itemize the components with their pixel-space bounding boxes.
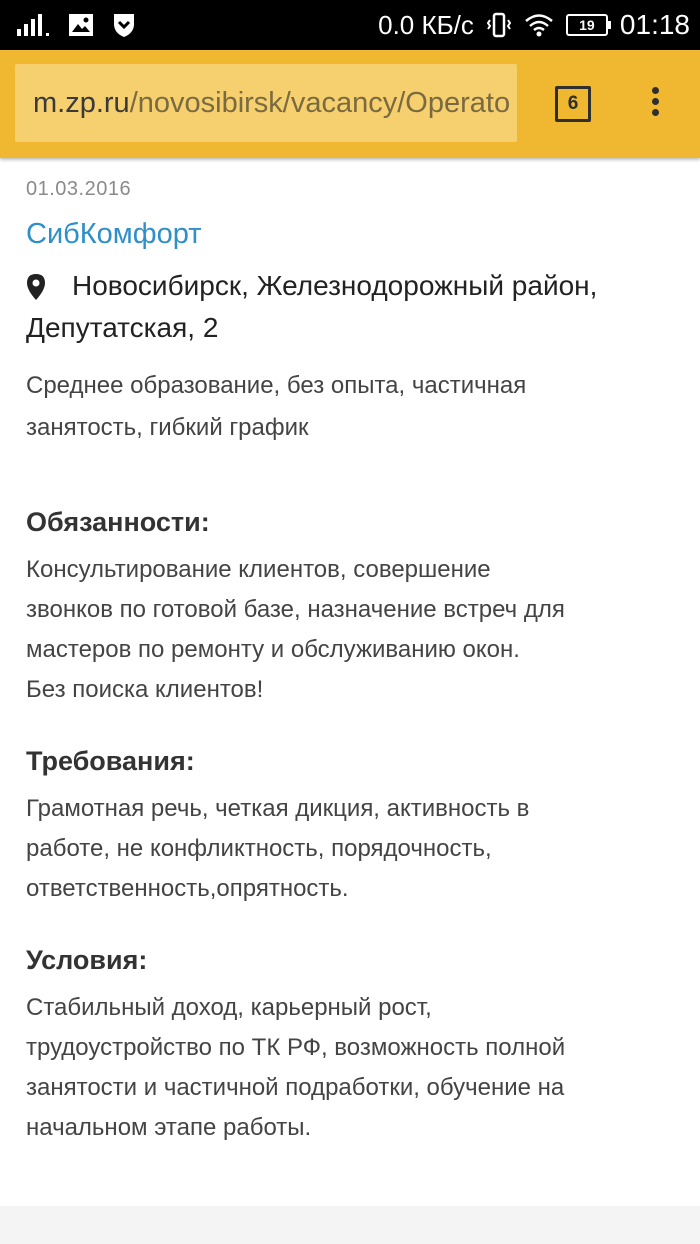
section-line: ответственность,опрятность. — [26, 875, 349, 902]
overflow-menu-icon[interactable] — [648, 87, 662, 123]
network-speed: 0.0 КБ/с — [378, 9, 474, 40]
vacancy-summary — [26, 365, 676, 449]
section-conditions — [26, 945, 676, 1148]
url-path: /novosibirsk/vacancy/Operato — [129, 86, 511, 119]
wifi-icon — [524, 13, 554, 37]
vibrate-icon — [486, 12, 512, 38]
section-duties — [26, 507, 676, 710]
page-footer-strip — [0, 1206, 700, 1244]
section-line: начальном этапе работы. — [26, 1114, 312, 1141]
posting-date: 01.03.2016 — [26, 178, 132, 200]
clock: 01:18 — [619, 9, 690, 40]
section-line: Грамотная речь, четкая дикция, активность в — [26, 795, 530, 822]
section-line: трудоустройство по ТК РФ, возможность полной — [26, 1034, 566, 1061]
signal-icon — [16, 13, 50, 37]
section-line: Стабильный доход, карьерный рост, — [26, 994, 432, 1021]
section-line: звонков по готовой базе, назначение встреч для — [26, 596, 565, 623]
summary-line: занятость, гибкий график — [26, 414, 309, 441]
company-link[interactable]: СибКомфорт — [26, 218, 202, 250]
url-bar[interactable] — [15, 64, 517, 142]
section-requirements — [26, 746, 676, 909]
battery-icon — [566, 14, 608, 36]
tab-switcher-button[interactable] — [555, 86, 591, 122]
section-line: Без поиска клиентов! — [26, 676, 264, 703]
address — [26, 265, 676, 349]
tab-count: 6 — [567, 93, 579, 114]
shield-icon — [112, 12, 136, 38]
status-bar — [0, 0, 700, 50]
section-title: Условия: — [26, 945, 148, 975]
section-title: Обязанности: — [26, 507, 210, 537]
address-line1: Новосибирск, Железнодорожный район, — [72, 270, 598, 301]
summary-line: Среднее образование, без опыта, частичная — [26, 372, 527, 399]
browser-toolbar — [0, 50, 700, 158]
url-host: m.zp.ru — [33, 86, 130, 119]
section-line: Консультирование клиентов, совершение — [26, 556, 491, 583]
battery-level: 19 — [579, 17, 595, 33]
section-line: работе, не конфликтность, порядочность, — [26, 835, 492, 862]
gallery-icon — [68, 13, 94, 37]
section-title: Требования: — [26, 746, 195, 776]
section-line: мастеров по ремонту и обслуживанию окон. — [26, 636, 520, 663]
vacancy-details — [26, 158, 676, 1148]
section-line: занятости и частичной подработки, обучение на — [26, 1074, 565, 1101]
address-line2: Депутатская, 2 — [26, 312, 219, 343]
